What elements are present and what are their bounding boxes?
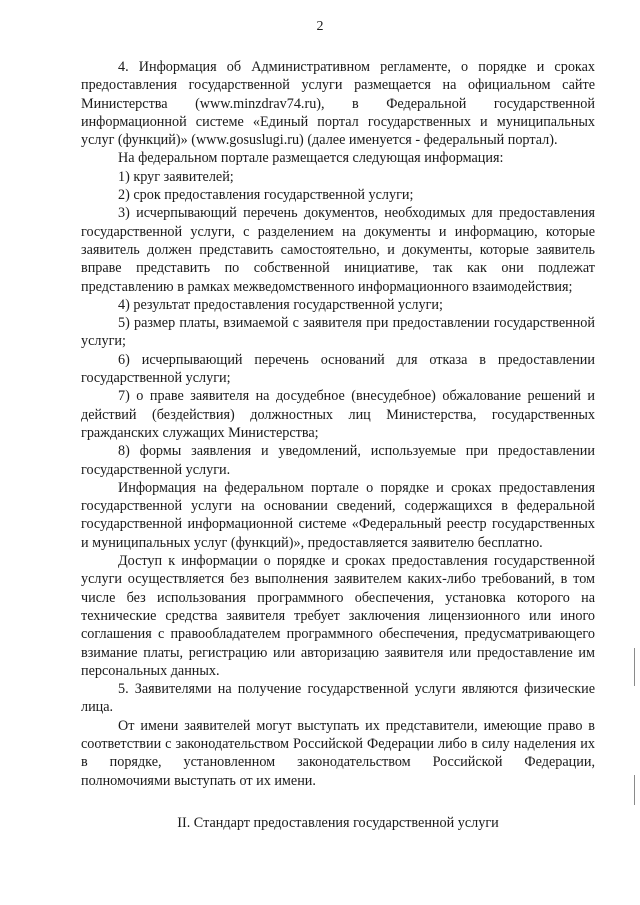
list-item-refusal-grounds: 6) исчерпывающий перечень оснований для отказа в предоставлении государственной услуги;: [81, 351, 595, 387]
paragraph-info-regulation: 4. Информация об Административном регламенте, о порядке и сроках предоставления государственной услуги размещается на официальном сайте Министерства (www.minzdrav74.ru), в Федеральной государственной информационной системе «Единый портал государственных и муниципальных услуг (функций)» (www.gosuslugi.ru) (далее именуется - федеральный портал).: [81, 59, 595, 149]
paragraph-free-info: Информация на федеральном портале о порядке и сроках предоставления государственной услуги на основании сведений, содержащихся в федеральной государственной информационной системе «Федеральный реестр государственных и муниципальных услуг (функций)», предоставляется заявителю бесплатно.: [81, 479, 595, 551]
list-item-applicants: 1) круг заявителей;: [118, 168, 234, 185]
list-item-forms: 8) формы заявления и уведомлений, используемые при предоставлении государственной услуги.: [81, 443, 595, 478]
scan-edge-mark: [634, 775, 635, 805]
paragraph-representatives: От имени заявителей могут выступать их представители, имеющие право в соответствии с законодательством Российской Федерации либо в силу наделения их в порядке, установленном законодательством Российской Федерации, полномочиями выступать от их имени.: [81, 717, 595, 789]
list-item-appeal-rights: 7) о праве заявителя на досудебное (внесудебное) обжалование решений и действий (бездействия) должностных лиц Министерства, государственных гражданских служащих Министерства;: [81, 388, 595, 441]
section-heading: II. Стандарт предоставления государственной услуги: [177, 814, 499, 831]
paragraph-access-conditions: Доступ к информации о порядке и сроках предоставления государственной услуги осуществляется без выполнения заявителем каких-либо требований, в том числе без использования программного обеспечения, установка которого на технические средства заявителя требует заключения лицензионного или иного соглашения с правообладателем программного обеспечения, предусматривающего взимание платы, регистрацию или авторизацию заявителя или предоставление им персональных данных.: [81, 553, 595, 679]
scan-edge-mark: [634, 648, 635, 686]
paragraph-portal-info-intro: На федеральном портале размещается следующая информация:: [118, 150, 504, 167]
page-number: 2: [316, 19, 324, 34]
list-item-service-term: 2) срок предоставления государственной услуги;: [118, 187, 414, 204]
paragraph-applicants: 5. Заявителями на получение государственной услуги являются физические лица.: [81, 681, 595, 716]
list-item-fee: 5) размер платы, взимаемой с заявителя при предоставлении государственной услуги;: [81, 315, 595, 350]
list-item-documents: 3) исчерпывающий перечень документов, необходимых для предоставления государственной услуги, с разделением на документы и информацию, которые заявитель должен представить самостоятельно, и документы, которые заявитель вправе представить по собственной инициативе, так как они подлежат представлению в рамках межведомственного информационного взаимодействия;: [81, 205, 595, 295]
document-body: [81, 58, 595, 832]
list-item-result: 4) результат предоставления государственной услуги;: [118, 296, 443, 313]
